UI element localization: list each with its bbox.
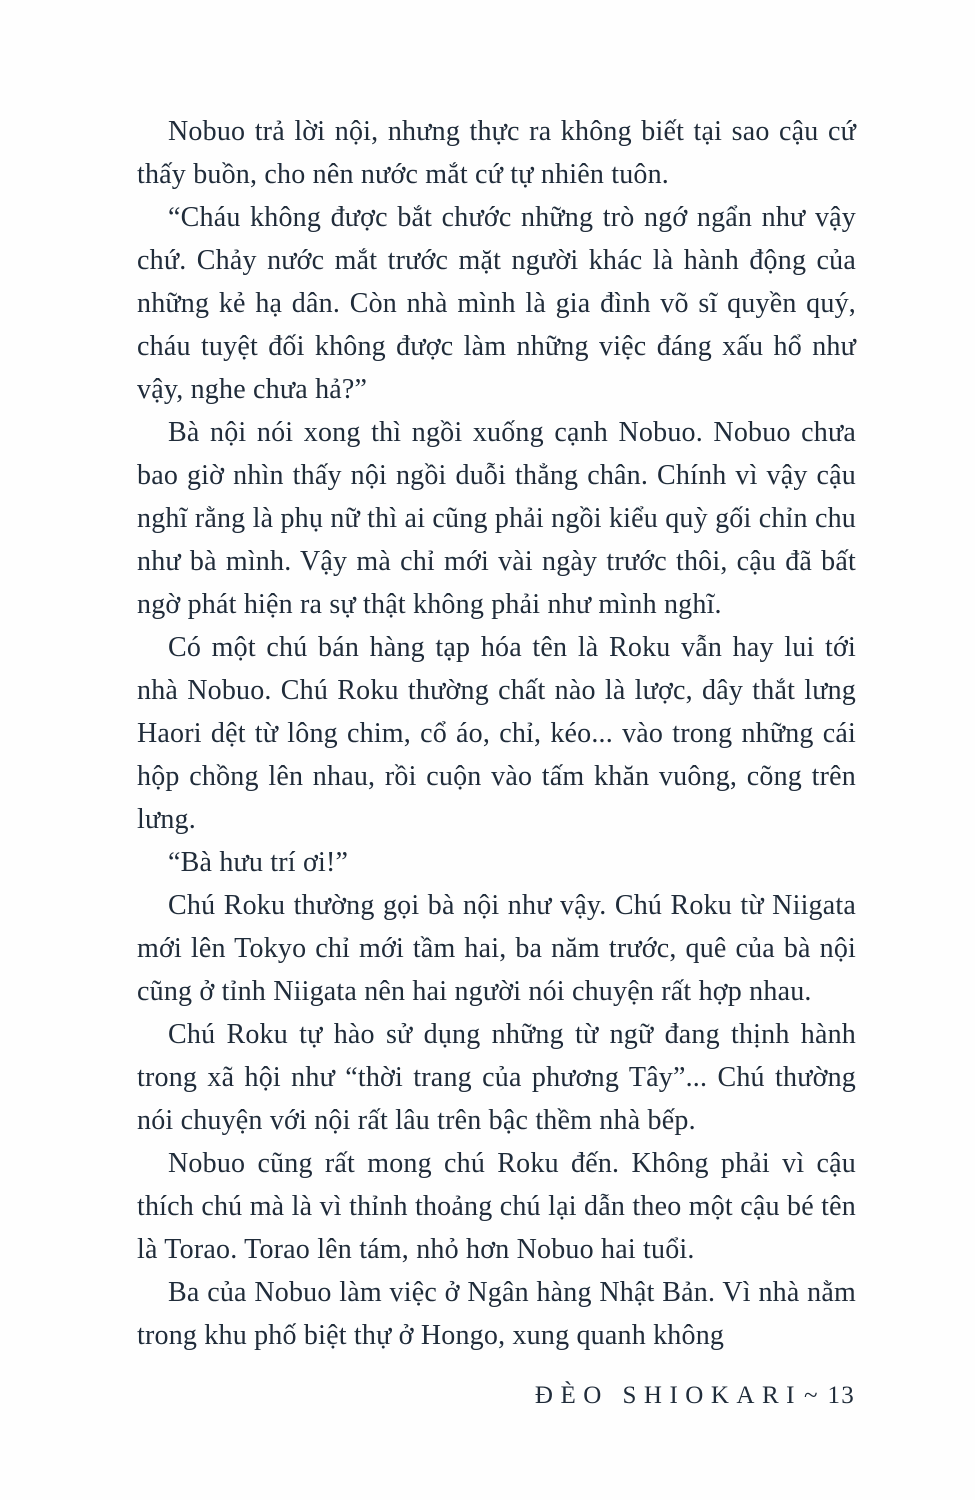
paragraph: Bà nội nói xong thì ngồi xuống cạnh Nobuo. Nobuo chưa bao giờ nhìn thấy nội ngồi duỗi thẳng chân. Chính vì vậy cậu nghĩ rằng là phụ nữ thì ai cũng phải ngồi kiểu quỳ gối chỉn chu như bà mình. Vậy mà chỉ mới vài ngày trước thôi, cậu đã bất ngờ phát hiện ra sự thật không phải như mình nghĩ.: [137, 417, 856, 620]
paragraph: “Bà hưu trí ơi!”: [168, 847, 349, 878]
paragraph: Ba của Nobuo làm việc ở Ngân hàng Nhật Bản. Vì nhà nằm trong khu phố biệt thự ở Hongo, xung quanh không: [137, 1277, 856, 1351]
paragraph: Chú Roku tự hào sử dụng những từ ngữ đang thịnh hành trong xã hội như “thời trang của phương Tây”... Chú thường nói chuyện với nội rất lâu trên bậc thềm nhà bếp.: [137, 1019, 856, 1136]
paragraph: “Cháu không được bắt chước những trò ngớ ngẩn như vậy chứ. Chảy nước mắt trước mặt người khác là hành động của những kẻ hạ dân. Còn nhà mình là gia đình võ sĩ quyền quý, cháu tuyệt đối không được làm những việc đáng xấu hổ như vậy, nghe chưa hả?”: [137, 202, 856, 405]
paragraph: Có một chú bán hàng tạp hóa tên là Roku vẫn hay lui tới nhà Nobuo. Chú Roku thường chất nào là lược, dây thắt lưng Haori dệt từ lông chim, cổ áo, chỉ, kéo... vào trong những cái hộp chồng lên nhau, rồi cuộn vào tấm khăn vuông, cõng trên lưng.: [137, 632, 856, 835]
page-number: 13: [827, 1382, 855, 1409]
paragraph: Nobuo trả lời nội, nhưng thực ra không biết tại sao cậu cứ thấy buồn, cho nên nước mắt cứ tự nhiên tuôn.: [137, 116, 856, 190]
running-title: ĐÈO SHIOKARI: [534, 1382, 802, 1409]
paragraph: Chú Roku thường gọi bà nội như vậy. Chú Roku từ Niigata mới lên Tokyo chỉ mới tầm hai, ba năm trước, quê của bà nội cũng ở tỉnh Niigata nên hai người nói chuyện rất hợp nhau.: [137, 890, 856, 1007]
footer-separator: ~: [803, 1382, 818, 1409]
paragraph: Nobuo cũng rất mong chú Roku đến. Không phải vì cậu thích chú mà là vì thỉnh thoảng chú lại dẫn theo một cậu bé tên là Torao. Torao lên tám, nhỏ hơn Nobuo hai tuổi.: [137, 1148, 856, 1265]
page-footer: [535, 1382, 855, 1410]
page-text: [137, 110, 856, 1357]
